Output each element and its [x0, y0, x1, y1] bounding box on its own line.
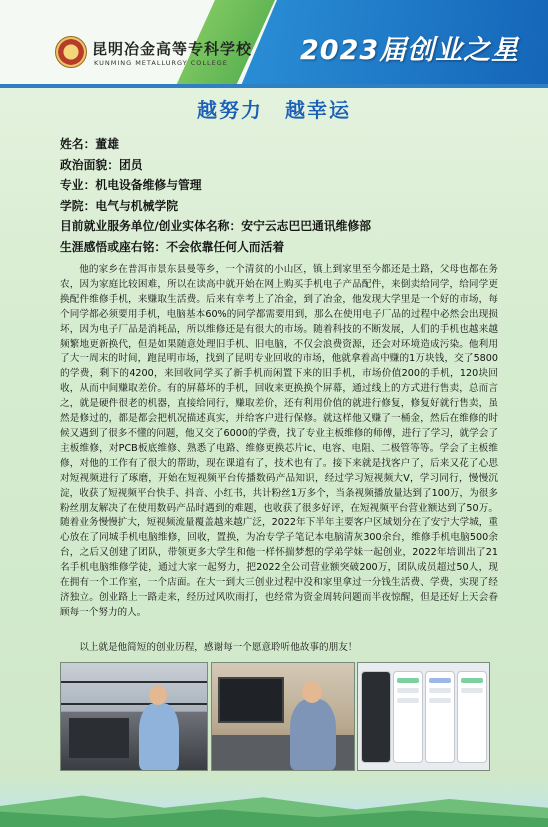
- profile-block: [60, 134, 371, 257]
- header: [0, 0, 548, 88]
- laptop-stack: [69, 718, 129, 758]
- profile-value: 不会依靠任何人而活着: [166, 239, 285, 254]
- screenshot-bar: [429, 698, 451, 703]
- photo-repair-shop: [60, 662, 208, 771]
- shelf-line: [61, 703, 207, 705]
- screenshot-card: [425, 671, 455, 763]
- shelf-line: [61, 681, 207, 683]
- school-name-cn: 昆明冶金高等专科学校: [92, 40, 253, 58]
- school-name-en: KUNMING METALLURGY COLLEGE: [94, 59, 228, 67]
- profile-label: 目前就业服务单位/创业实体名称：: [60, 219, 242, 233]
- person-figure: [290, 699, 336, 770]
- profile-value: 董雄: [95, 137, 120, 151]
- profile-label: 生涯感悟或座右铭：: [60, 239, 167, 254]
- photo-phone-screenshots: [357, 662, 490, 771]
- profile-name: [60, 134, 371, 155]
- profile-label: 学院：: [60, 198, 96, 213]
- profile-value: 安宁云志巴巴通讯维修部: [241, 219, 372, 233]
- profile-value: 团员: [119, 157, 143, 172]
- profile-major: [60, 175, 371, 196]
- person-figure: [139, 703, 179, 770]
- screenshot-bar: [429, 688, 451, 693]
- motto-heading: 越努力 越幸运: [197, 98, 351, 122]
- profile-value: 机电设备维修与管理: [95, 178, 202, 192]
- person-head: [302, 681, 322, 703]
- screenshot-card: [457, 671, 487, 763]
- banner-title: 2023届创业之星: [300, 35, 520, 66]
- photo-workbench: [211, 662, 355, 771]
- person-head: [149, 685, 167, 705]
- closing-paragraph: 以上就是他简短的创业历程，感谢每一个愿意聆听他故事的朋友！: [79, 642, 358, 653]
- screenshot-card: [393, 671, 423, 763]
- profile-label: 姓名：: [60, 137, 96, 151]
- screenshot-bar: [397, 688, 419, 693]
- screenshot-bar: [397, 698, 419, 703]
- screenshot-bar: [461, 688, 483, 693]
- monitor-shape: [218, 677, 284, 723]
- profile-employer: [60, 216, 371, 237]
- profile-value: 电气与机械学院: [95, 198, 178, 213]
- screenshot-bar: [461, 678, 483, 683]
- school-logo-icon: [55, 36, 87, 68]
- header-divider: [0, 84, 548, 88]
- profile-label: 专业：: [60, 178, 96, 192]
- screenshot-bar: [429, 678, 451, 683]
- profile-political-status: [60, 155, 371, 176]
- profile-label: 政治面貌：: [60, 157, 119, 172]
- story-paragraph: 他的家乡在普洱市景东县曼等乡，一个清贫的小山区，镇上到家里至今都还是土路，父母也都在务农，因为家庭比较困难，所以在读高中就开始在网上购买手机电子产品配件，来倒卖给同学，给同学更换配件维修手机，来赚取生活费。后来有幸考上了冶金，到了冶金，他发现大学里是一个好的市场，每个同学都必须要用手机，电脑基本60%的同学都需要用到，那么在使用电子厂品的过程中必然会出现损坏，因为电子厂品是消耗品，所以维修还是有很大的市场。随着科技的不断发展，人们的手机也越来越频繁地更新换代，但是如果随意处理旧手机、旧电脑，不仅会浪费资源，还会对环境造成污染。他利用了大一周末的时间，跑昆明市场，找到了昆明专业回收的市场，他就拿着高中赚的1万块钱，交了5800的学费，剩下的4200，来回收同学买了新手机而闲置下来的旧手机，市场价值200的手机，120块回收，从而中间赚取差价。有的屏幕坏的手机，回收来更换换个屏幕，通过线上的方式进行售卖，总而言之，就是硬件很老的机器，直接给同行，赚取差价，还有利用价值的就进行修复，修复好就行售卖，虽然是修过的，都是都会把机况描述真实，并给客户进行保修。就这样他又赚了一桶金，然后在维修的时候又遇到了很多不懂的问题，他又交了6000的学费，找了专业主板维修的师傅，进行了学习，就学会了主板维修，对PCB板底维修、熟悉了电路、维修更换芯片ic、电容、电阻、二极管等等。学会了主板维修，对他的工作有了很大的帮助，现在课道有了，技术也有了。接下来就是找客户了，后来又花了心思对短视频进行了琢磨，开始在短视频平台传播数码产品知识，经过学习短视频大V，学习同行，慢慢沉淀，收获了短视频平台快手、抖音、小红书，共计粉丝1万多个，当条视频播放量达到了100万，为很多粉丝朋友解决了在使用数码产品时遇到的难题，也收获了很多好评，在短视频平台营业额达到了50万。随着业务慢慢扩大，短视频流量覆盖越来越广泛，2022年下半年主要客户区域划分在了安宁大学城，重心放在了同城手机电脑维修，回收，置换，为冶专学子笔记本电脑清灰300余台，维修手机电脑500余台，之后又创建了团队，带领更多大学生和他一样怀揣梦想的学弟学妹一起创业，2022年培训出了21名手机电脑维修学徒，通过大家一起努力，把2022全公司营业额突破200万，团队成员超过50人，现在拥有一个工作室，一个店面。在大一到大三创业过程中没和家里拿过一分钱生活费、学费，实现了经济独立。创业路上一路走来，经历过风吹雨打，也经常为资金周转问题而半夜惊醒，但是还好上天会眷顾每一个努力的人。: [60, 264, 498, 618]
- screenshot-bar: [397, 678, 419, 683]
- profile-motto: [60, 237, 371, 258]
- screenshot-card: [361, 671, 391, 763]
- profile-college: [60, 196, 371, 217]
